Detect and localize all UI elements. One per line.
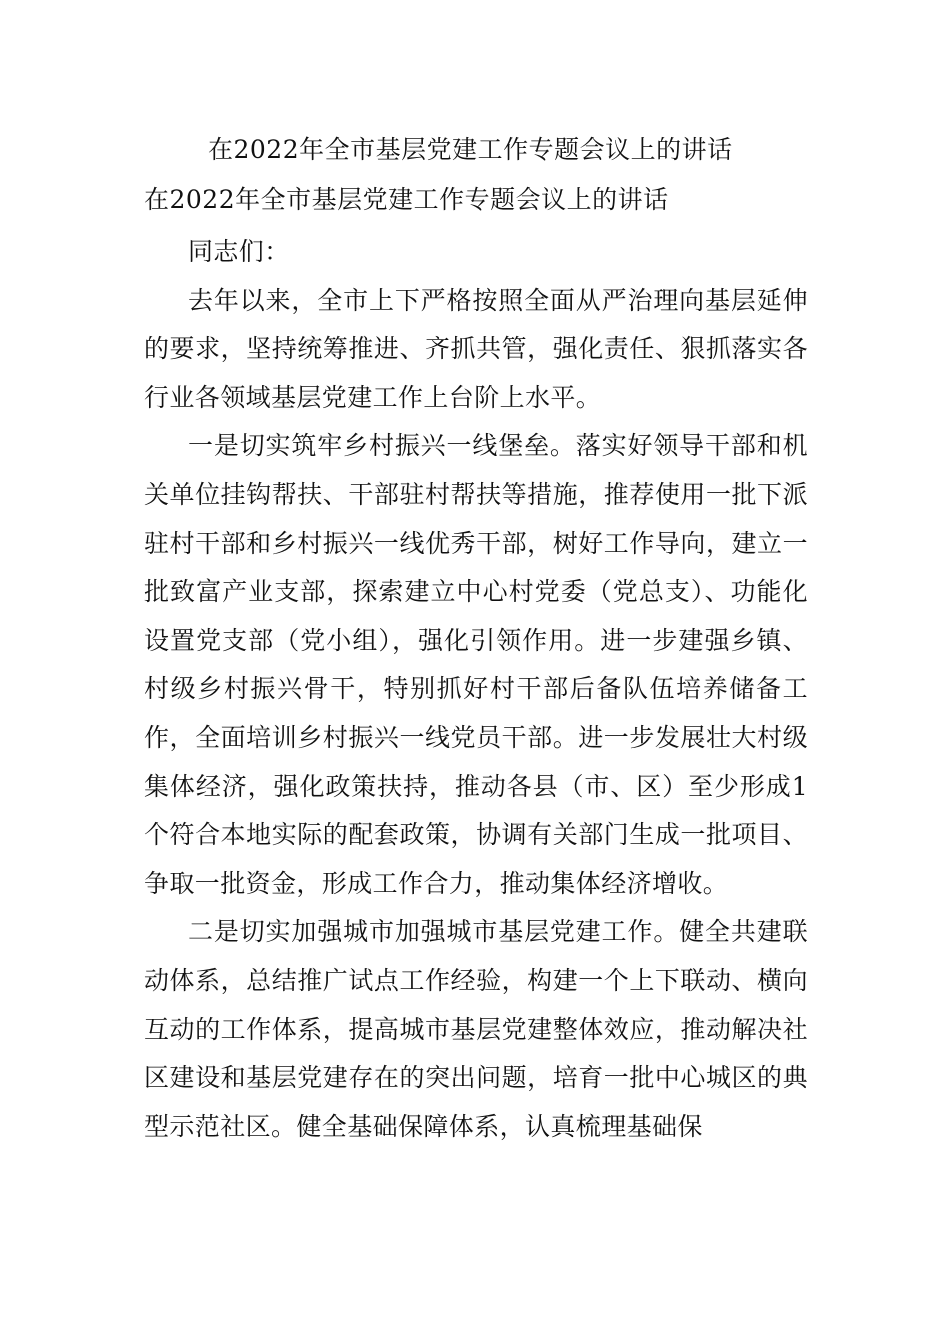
- document-subtitle: 在2022年全市基层党建工作专题会议上的讲话: [144, 185, 669, 214]
- document-title: 在2022年全市基层党建工作专题会议上的讲话: [208, 135, 733, 164]
- paragraph-1: 去年以来，全市上下严格按照全面从严治理向基层延伸的要求，坚持统筹推进、齐抓共管，强化责任、狠抓落实各行业各领域基层党建工作上台阶上水平。: [144, 285, 808, 412]
- paragraph-2: 一是切实筑牢乡村振兴一线堡垒。落实好领导干部和机关单位挂钩帮扶、干部驻村帮扶等措施，推荐使用一批下派驻村干部和乡村振兴一线优秀干部，树好工作导向，建立一批致富产业支部，探索建立中心村党委（党总支）、功能化设置党支部（党小组），强化引领作用。进一步建强乡镇、村级乡村振兴骨干，特别抓好村干部后备队伍培养储备工作，全面培训乡村振兴一线党员干部。进一步发展壮大村级集体经济，强化政策扶持，推动各县（市、区）至少形成1个符合本地实际的配套政策，协调有关部门生成一批项目、争取一批资金，形成工作合力，推动集体经济增收。: [144, 431, 808, 898]
- paragraph-3: 二是切实加强城市加强城市基层党建工作。健全共建联动体系，总结推广试点工作经验，构建一个上下联动、横向互动的工作体系，提高城市基层党建整体效应，推动解决社区建设和基层党建存在的突出问题，培育一批中心城区的典型示范社区。健全基础保障体系，认真梳理基础保: [144, 917, 808, 1141]
- salutation: 同志们：: [188, 237, 290, 266]
- document-body: [144, 228, 808, 1151]
